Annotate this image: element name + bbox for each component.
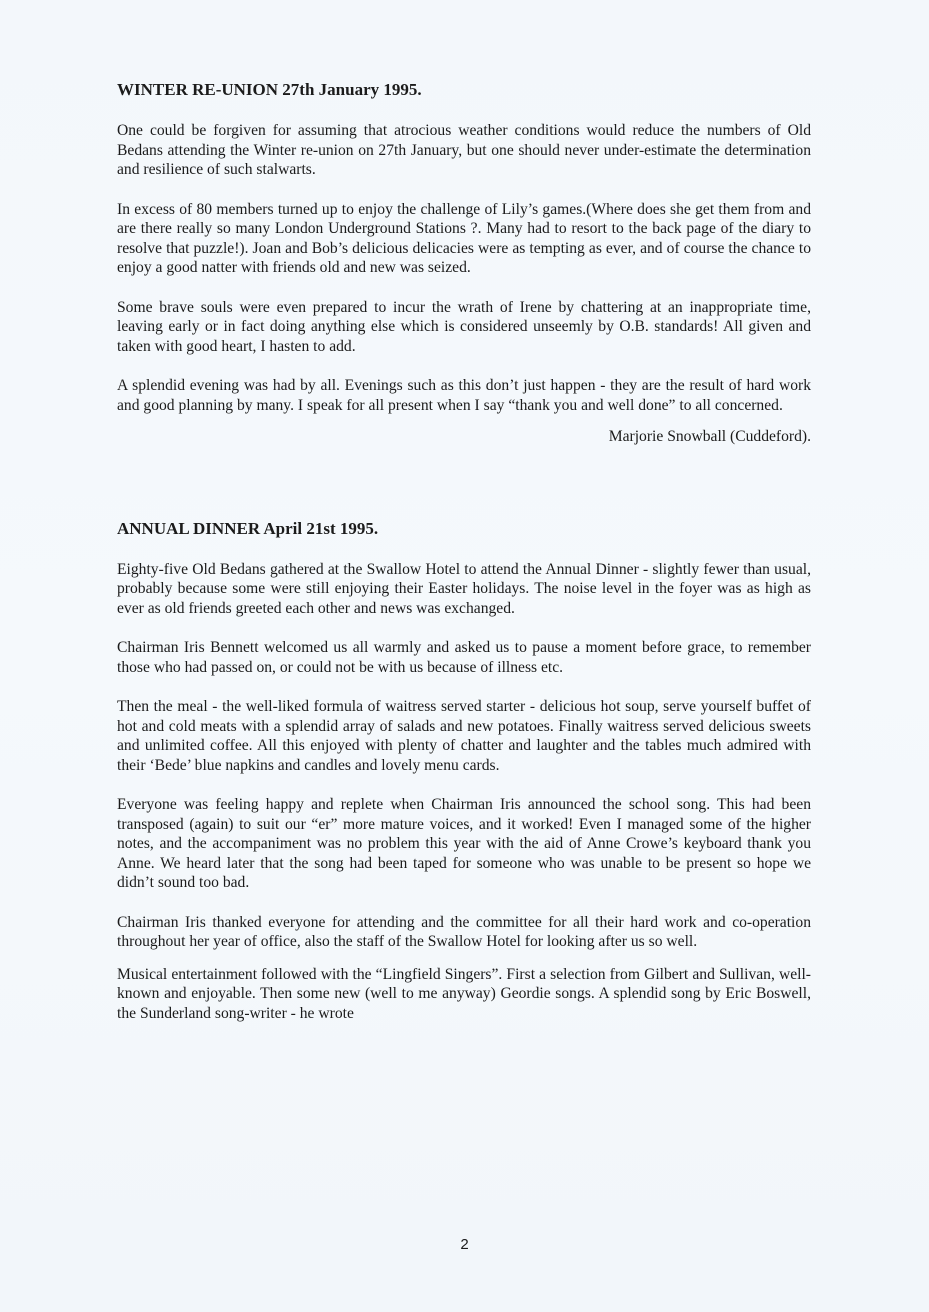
paragraph: One could be forgiven for assuming that atrocious weather conditions would reduce the numbers of Old Bedans attending the Winter re-union on 27th January, but one should never under-estimate the determination and resilience of such stalwarts. [117, 122, 811, 178]
article-annual-dinner [117, 519, 811, 1024]
page-content [117, 80, 811, 1043]
paragraph: In excess of 80 members turned up to enjoy the challenge of Lily’s games.(Where does she get them from and are there really so many London Underground Stations ?. Many had to resort to the back page of the diary to resolve that puzzle!). Joan and Bob’s delicious delicacies were as tempting as ever, and of course the chance to enjoy a good natter with friends old and new was seized. [117, 200, 811, 276]
author-signature: Marjorie Snowball (Cuddeford). [608, 428, 811, 445]
paragraph: A splendid evening was had by all. Evenings such as this don’t just happen - they are the result of hard work and good planning by many. I speak for all present when I say “thank you and well done” to all concerned. [117, 377, 811, 414]
paragraph: Everyone was feeling happy and replete when Chairman Iris announced the school song. This had been transposed (again) to suit our “er” more mature voices, and it worked! Even I managed some of the higher notes, and the accompaniment was no problem this year with the aid of Anne Crowe’s keyboard thank you Anne. We heard later that the song had been taped for someone who was unable to be present so hope we didn’t sound too bad. [117, 796, 811, 891]
article-heading: ANNUAL DINNER April 21st 1995. [117, 518, 379, 538]
paragraph: Eighty-five Old Bedans gathered at the Swallow Hotel to attend the Annual Dinner - slightly fewer than usual, probably because some were still enjoying their Easter holidays. The noise level in the foyer was as high as ever as old friends greeted each other and news was exchanged. [117, 560, 811, 617]
paragraph: Then the meal - the well-liked formula of waitress served starter - delicious hot soup, serve yourself buffet of hot and cold meats with a splendid array of salads and new potatoes. Finally waitress served delicious sweets and unlimited coffee. All this enjoyed with plenty of chatter and laughter and the tables much admired with their ‘Bede’ blue napkins and candles and lovely menu cards. [117, 698, 811, 774]
paragraph: Chairman Iris thanked everyone for attending and the committee for all their hard work and co-operation throughout her year of office, also the staff of the Swallow Hotel for looking after us so well. [117, 913, 811, 950]
paragraph: Some brave souls were even prepared to incur the wrath of Irene by chattering at an inappropriate time, leaving early or in fact doing anything else which is considered unseemly by O.B. standards! All given and taken with good heart, I hasten to add. [117, 298, 811, 355]
article-winter-reunion [117, 80, 811, 447]
section-divider [117, 467, 811, 519]
paragraph: Musical entertainment followed with the “Lingfield Singers”. First a selection from Gilbert and Sullivan, well-known and enjoyable. Then some new (well to me anyway) Geordie songs. A splendid song by Eric Boswell, the Sunderland song-writer - he wrote [117, 965, 811, 1022]
paragraph: Chairman Iris Bennett welcomed us all warmly and asked us to pause a moment before grace, to remember those who had passed on, or could not be with us because of illness etc. [117, 639, 811, 676]
page-number: 2 [460, 1236, 469, 1253]
article-heading: WINTER RE-UNION 27th January 1995. [117, 80, 422, 99]
